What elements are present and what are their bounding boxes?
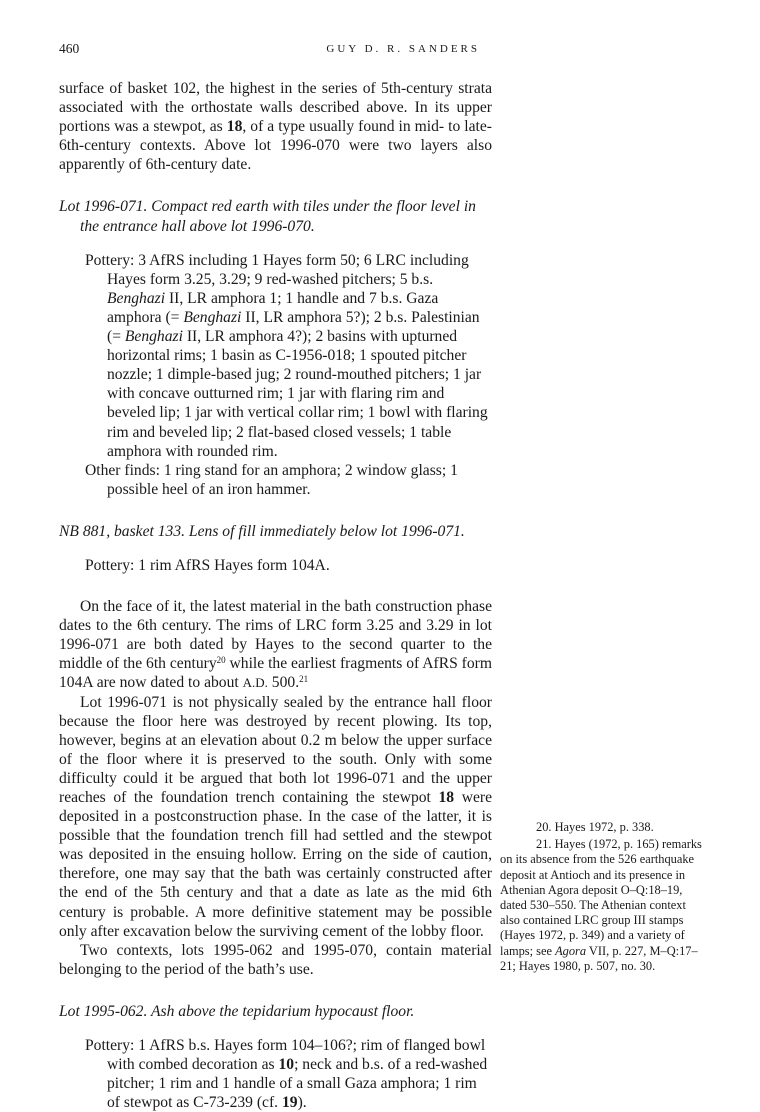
catalog-ref-10: 10	[278, 1056, 295, 1074]
footnote-ref-20: 20	[216, 655, 226, 666]
footnotes	[500, 820, 705, 974]
catalog-ref-19: 19	[281, 1094, 298, 1112]
paragraph-latest-material: On the face of it, the latest material in the bath construction phase dates to the 6th century. The rims of LRC form 3.25 and 3.29 in lot 1996-071 are both dated by Hayes to the second quarter to the middle of the 6th century$^{20}$ while the earliest fragments of AfRS form 104A are now dated to about A.D. 500.21	[59, 598, 492, 692]
pottery-list-nb-881: Pottery: 1 rim AfRS Hayes form 104A.	[85, 556, 330, 574]
other-finds-1996-071: Other finds: 1 ring stand for an amphora; 2 window glass; 1 possible heel of an iron hammer.	[85, 461, 458, 498]
lot-1996-071-heading: Lot 1996-071. Compact red earth with tiles under the floor level in the entrance hall above lot 1996-070.	[59, 198, 476, 235]
nb-881-heading: NB 881, basket 133. Lens of fill immediately below lot 1996-071.	[59, 522, 465, 540]
paragraph-surface-basket: surface of basket 102, the highest in the series of 5th-century strata associated with the orthostate walls described above. In its upper portions was a stewpot, as 18, of a type usually found in mid- to late-6th-century contexts. Above lot 1996-070 were two layers also apparently of 6th-century date.	[59, 80, 492, 174]
paragraph-not-sealed: Lot 1996-071 is not physically sealed by the entrance hall floor because the floor here was destroyed by recent plowing. Its top, however, begins at an elevation about 0.2 m below the upper surface of the floor where it is preserved to the south. Only with some difficulty could it be argued that both lot 1996-071 and the upper reaches of the foundation trench containing the stewpot 18 were deposited in a postconstruction phase. In the case of the latter, it is possible that the foundation trench fill had settled and the stewpot was deposited in the ensuing hollow. Erring on the side of caution, therefore, one may say that the bath was certainly constructed after the end of the 5th century and that a date as late as the mid 6th century is probable. A more definitive statement may be possible only after excavation below the surviving cement of the lobby floor.	[59, 693, 492, 940]
catalog-ref-18: 18	[438, 789, 455, 806]
main-text-column	[59, 79, 492, 1112]
running-head: GUY D. R. SANDERS	[326, 43, 480, 55]
footnote-ref-21: 21	[299, 674, 309, 685]
pottery-list-1996-071: Pottery: 3 AfRS including 1 Hayes form 50; 6 LRC including Hayes form 3.25, 3.29; 9 red-washed pitchers; 5 b.s. Benghazi II, LR amphora 1; 1 handle and 7 b.s. Gaza amphora (= Benghazi II, LR amphora 5?); 2 b.s. Palestinian (= Benghazi II, LR amphora 4?); 2 basins with upturned horizontal rims; 1 basin as C-1956-018; 1 spouted pitcher nozzle; 1 dimple-based jug; 2 round-mouthed pitchers; 1 jar with concave outturned rim; 1 jar with flaring rim and beveled lip; 1 jar with vertical collar rim; 1 bowl with flaring rim and beveled lip; 2 flat-based closed vessels; 1 table amphora with rounded rim.	[85, 251, 488, 460]
paragraph-two-contexts: Two contexts, lots 1995-062 and 1995-070, contain material belonging to the period of the bath’s use.	[59, 941, 492, 978]
catalog-ref-18: 18	[226, 118, 243, 136]
lot-1995-062-heading: Lot 1995-062. Ash above the tepidarium hypocaust floor.	[59, 1002, 415, 1020]
footnote-21: 21. Hayes (1972, p. 165) remarks on its absence from the 526 earthquake deposit at Antioch and its presence in Athenian Agora deposit O–Q:18–19, dated 530–550. The Athenian context also contained LRC group III stamps (Hayes 1972, p. 349) and a variety of lamps; see Agora VII, p. 227, M–Q:17–21; Hayes 1980, p. 507, no. 30.	[500, 837, 702, 973]
footnote-20: 20. Hayes 1972, p. 338.	[536, 820, 654, 834]
pottery-list-1995-062: Pottery: 1 AfRS b.s. Hayes form 104–106?; rim of flanged bowl with combed decoration as 10; neck and b.s. of a red-washed pitcher; 1 rim and 1 handle of a small Gaza amphora; 1 rim of stewpot as C-73-239 (cf. 19).	[85, 1037, 488, 1112]
page-number: 460	[59, 41, 80, 56]
